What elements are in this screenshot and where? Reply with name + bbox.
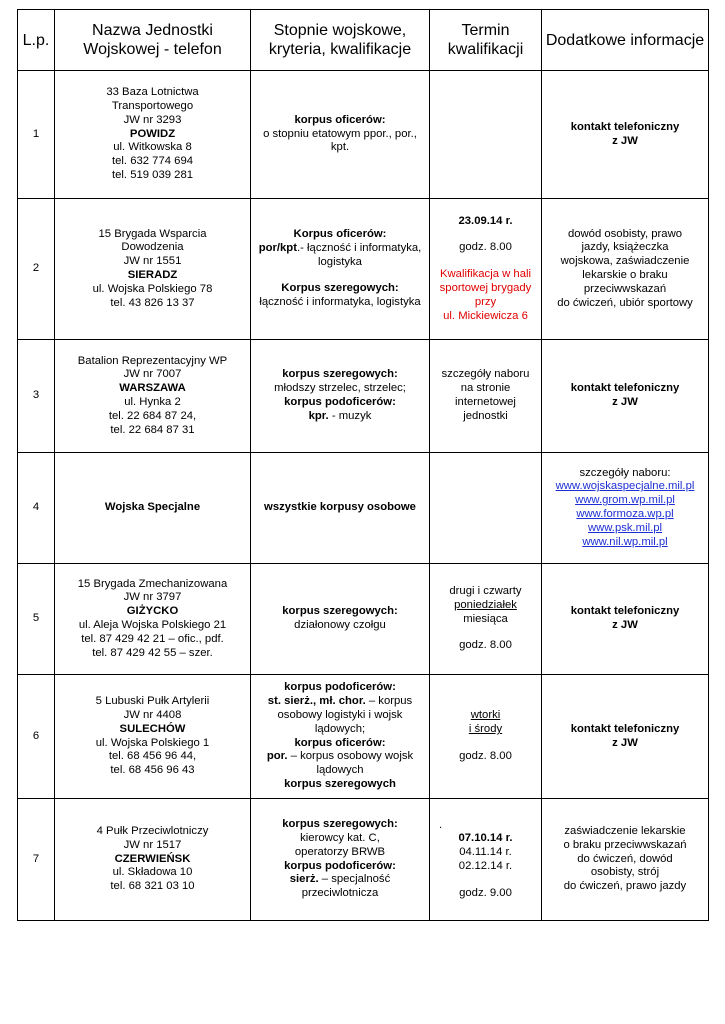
ranks-cell: korpus podoficerów: st. sierż., mł. chor. – korpus osobowy logistyki i wojsk lądowych; korpus oficerów: por. – korpus osobowy wojsk lądowych korpus szeregowych (251, 675, 430, 799)
term-time: godz. 8.00 (459, 749, 512, 762)
table-row (18, 564, 709, 675)
info-cell: kontakt telefoniczny z JW (542, 340, 709, 453)
row-number: 7 (18, 799, 55, 921)
term-cell: wtorki i środy godz. 8.00 (430, 675, 542, 799)
link-nil[interactable]: www.nil.wp.mil.pl (582, 535, 668, 548)
unit-city: SULECHÓW (119, 722, 186, 735)
term-cell (430, 71, 542, 199)
unit-cell: Batalion Reprezentacyjny WP JW nr 7007 WARSZAWA ul. Hynka 2 tel. 22 684 87 24, tel. 22 684 87 31 (55, 340, 251, 453)
term-cell: 23.09.14 r. godz. 8.00 Kwalifikacja w hali sportowej brygady przy ul. Mickiewicza 6 (430, 199, 542, 340)
link-grom[interactable]: www.grom.wp.mil.pl (575, 494, 675, 507)
term-cell (430, 453, 542, 564)
term-date: 07.10.14 r. (458, 832, 513, 845)
recruitment-table (17, 9, 709, 921)
unit-cell: 5 Lubuski Pułk Artylerii JW nr 4408 SULECHÓW ul. Wojska Polskiego 1 tel. 68 456 96 44, tel. 68 456 96 43 (55, 675, 251, 799)
unit-cell: 15 Brygada Zmechanizowana JW nr 3797 GIŻYCKO ul. Aleja Wojska Polskiego 21 tel. 87 429 42 21 – ofic., pdf. tel. 87 429 42 55 – szer. (55, 564, 251, 675)
unit-cell: 15 Brygada Wsparcia Dowodzenia JW nr 1551 SIERADZ ul. Wojska Polskiego 78 tel. 43 826 13 37 (55, 199, 251, 340)
unit-city: POWIDZ (129, 127, 176, 140)
table-header-row (18, 10, 709, 71)
term-time: godz. 8.00 (459, 241, 512, 254)
ranks-cell: korpus oficerów: o stopniu etatowym ppor., por., kpt. (251, 71, 430, 199)
table-row (18, 199, 709, 340)
term-cell: szczegóły naboru na stronie internetowej jednostki (430, 340, 542, 453)
unit-city: CZERWIEŃSK (114, 852, 191, 865)
row-number: 2 (18, 199, 55, 340)
term-date: 04.11.14 r. (459, 846, 512, 859)
row-number: 3 (18, 340, 55, 453)
unit-city: WARSZAWA (119, 382, 186, 395)
unit-cell: 33 Baza Lotnictwa Transportowego JW nr 3293 POWIDZ ul. Witkowska 8 tel. 632 774 694 tel. 519 039 281 (55, 71, 251, 199)
term-cell: drugi i czwarty poniedziałek miesiąca godz. 8.00 (430, 564, 542, 675)
info-cell: kontakt telefoniczny z JW (542, 675, 709, 799)
header-term: Termin kwalifikacji (430, 10, 542, 71)
header-ranks: Stopnie wojskowe, kryteria, kwalifikacje (251, 10, 430, 71)
header-unit: Nazwa Jednostki Wojskowej - telefon (55, 10, 251, 71)
table-row (18, 71, 709, 199)
term-time: godz. 8.00 (459, 639, 512, 652)
info-cell: dowód osobisty, prawo jazdy, książeczka wojskowa, zaświadczenie lekarskie o braku przeciwwskazań do ćwiczeń, ubiór sportowy (542, 199, 709, 340)
term-cell: . 07.10.14 r. 04.11.14 r. 02.12.14 r. godz. 9.00 (430, 799, 542, 921)
unit-city: GIŻYCKO (126, 605, 179, 618)
table-row (18, 453, 709, 564)
ranks-cell: korpus szeregowych: kierowcy kat. C, operatorzy BRWB korpus podoficerów: sierż. – specjalność przeciwlotnicza (251, 799, 430, 921)
ranks-cell: korpus szeregowych: działonowy czołgu (251, 564, 430, 675)
ranks-cell: wszystkie korpusy osobowe (251, 453, 430, 564)
header-info: Dodatkowe informacje (542, 10, 709, 71)
table-row (18, 675, 709, 799)
info-cell: kontakt telefoniczny z JW (542, 564, 709, 675)
unit-cell: 4 Pułk Przeciwlotniczy JW nr 1517 CZERWIEŃSK ul. Składowa 10 tel. 68 321 03 10 (55, 799, 251, 921)
header-lp: L.p. (18, 10, 55, 71)
link-formoza[interactable]: www.formoza.wp.pl (576, 508, 674, 520)
info-cell: szczegóły naboru: www.wojskaspecjalne.mil.pl www.grom.wp.mil.pl www.formoza.wp.pl www.psk.mil.pl www.nil.wp.mil.pl (542, 453, 709, 564)
row-number: 1 (18, 71, 55, 199)
row-number: 6 (18, 675, 55, 799)
table-row (18, 799, 709, 921)
info-cell: zaświadczenie lekarskie o braku przeciwwskazań do ćwiczeń, dowód osobisty, strój do ćwiczeń, prawo jazdy (542, 799, 709, 921)
row-number: 5 (18, 564, 55, 675)
term-time: godz. 9.00 (459, 886, 512, 899)
link-wojskaspecjalne[interactable]: www.wojskaspecjalne.mil.pl (555, 480, 695, 493)
link-psk[interactable]: www.psk.mil.pl (587, 521, 663, 534)
ranks-cell: Korpus oficerów: por/kpt.- łączność i informatyka, logistyka Korpus szeregowych: łączność i informatyka, logistyka (251, 199, 430, 340)
term-date: 23.09.14 r. (458, 214, 513, 227)
term-date: 02.12.14 r. (458, 859, 513, 872)
table-row (18, 340, 709, 453)
unit-cell: Wojska Specjalne (55, 453, 251, 564)
ranks-cell: korpus szeregowych: młodszy strzelec, strzelec; korpus podoficerów: kpr. - muzyk (251, 340, 430, 453)
row-number: 4 (18, 453, 55, 564)
unit-city: SIERADZ (127, 269, 178, 281)
info-cell: kontakt telefoniczny z JW (542, 71, 709, 199)
